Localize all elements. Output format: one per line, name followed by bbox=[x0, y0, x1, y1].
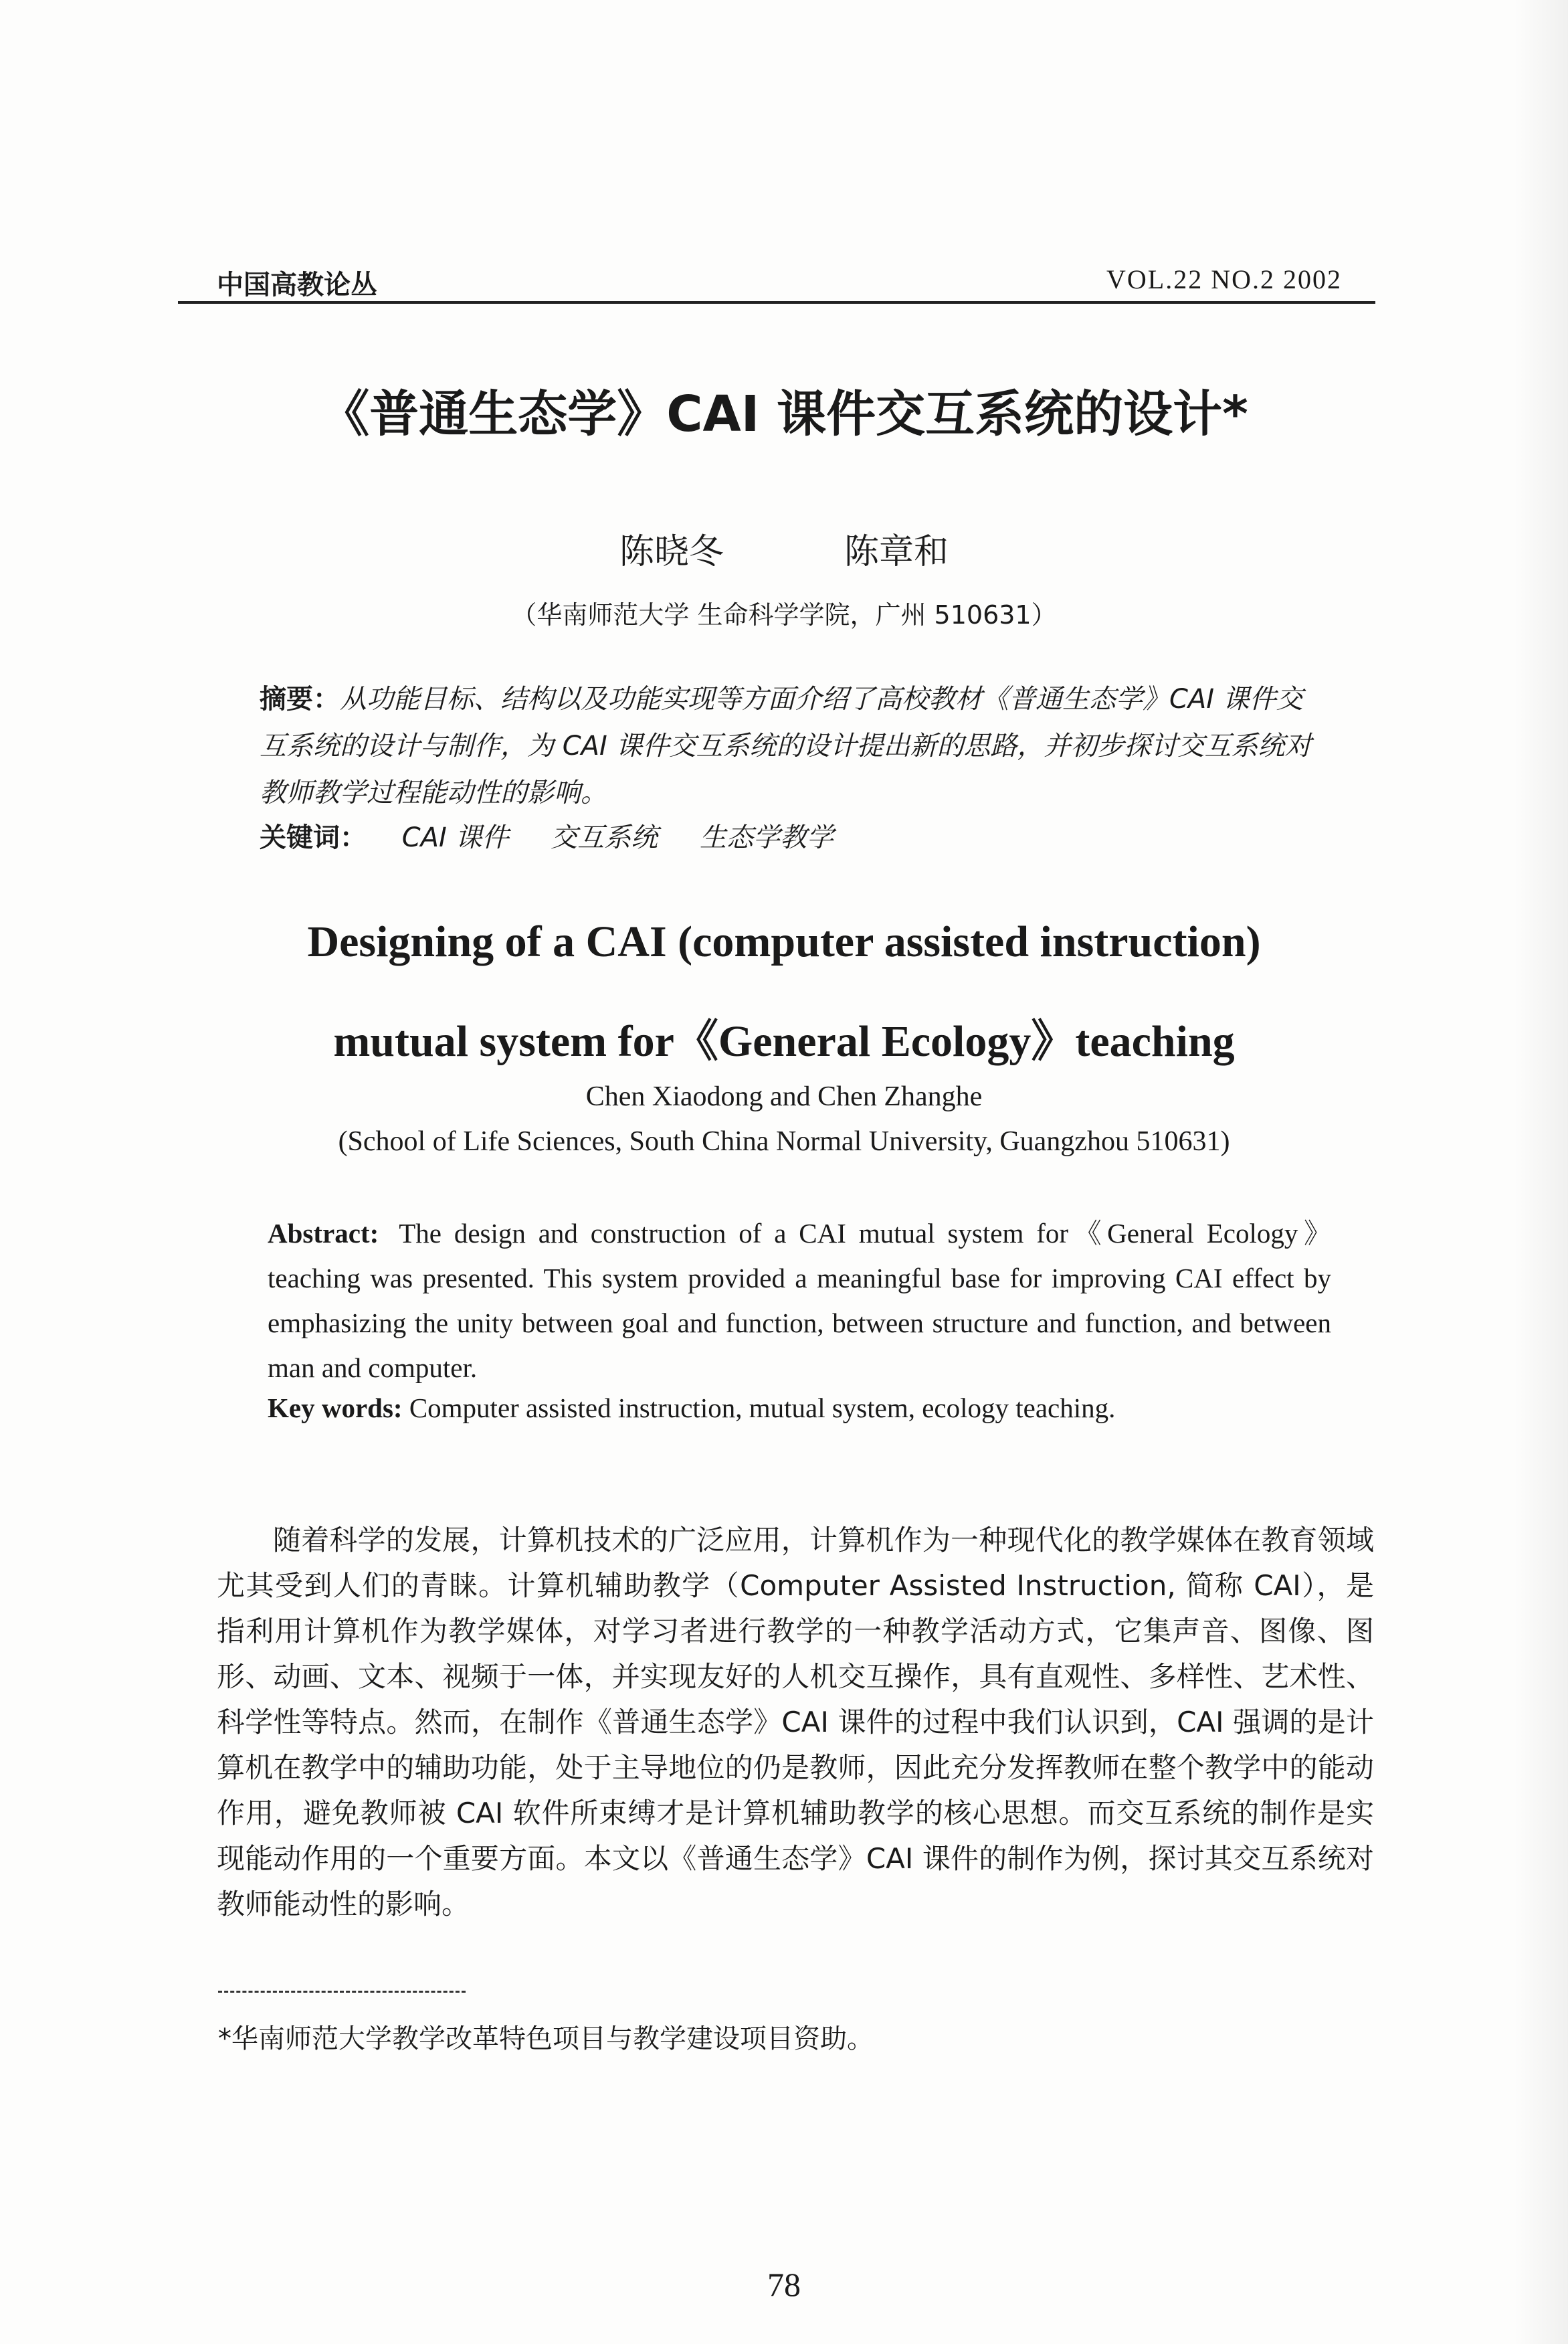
page-number: 78 bbox=[767, 2266, 801, 2303]
chinese-affiliation: （华南师范大学 生命科学学院，广州 510631） bbox=[511, 600, 1057, 630]
author-2: 陈章和 bbox=[844, 532, 949, 572]
keyword-2: 交互系统 bbox=[551, 822, 658, 853]
keyword-3: 生态学教学 bbox=[699, 822, 834, 853]
chinese-abstract-label: 摘要： bbox=[260, 684, 340, 715]
english-keywords-label: Key words: bbox=[268, 1392, 403, 1423]
english-title-line-2: mutual system for《General Ecology》teaching bbox=[333, 1017, 1235, 1066]
english-authors: Chen Xiaodong and Chen Zhanghe bbox=[585, 1081, 983, 1112]
scan-edge-shadow bbox=[1514, 0, 1568, 2344]
footnote: *华南师范大学教学改革特色项目与教学建设项目资助。 bbox=[218, 2023, 874, 2054]
keyword-1: CAI 课件 bbox=[401, 822, 509, 853]
english-affiliation: (School of Life Sciences, South China Normal University, Guangzhou 510631) bbox=[338, 1126, 1230, 1157]
chinese-keywords bbox=[260, 816, 1323, 854]
english-abstract bbox=[268, 1211, 1331, 1390]
chinese-authors bbox=[0, 523, 1568, 573]
author-1: 陈晓冬 bbox=[619, 532, 724, 572]
english-keywords bbox=[268, 1392, 1331, 1424]
english-abstract-label: Abstract: bbox=[268, 1218, 379, 1249]
volume-issue-year: VOL.22 NO.2 2002 bbox=[1106, 264, 1342, 294]
chinese-abstract-text: 从功能目标、结构以及功能实现等方面介绍了高校教材《普通生态学》CAI 课件交互系统的设计与制作，为 CAI 课件交互系统的设计提出新的思路，并初步探讨交互系统对教师教学过程能动性的影响。 bbox=[260, 684, 1312, 808]
chinese-abstract bbox=[260, 676, 1323, 816]
footnote-divider bbox=[218, 1991, 466, 1993]
english-keywords-text: Computer assisted instruction, mutual system, ecology teaching. bbox=[409, 1392, 1116, 1423]
english-title-line-1: Designing of a CAI (computer assisted instruction) bbox=[307, 917, 1261, 966]
journal-name: 中国高教论丛 bbox=[217, 270, 377, 300]
chinese-title: 《普通生态学》CAI 课件交互系统的设计* bbox=[320, 385, 1248, 443]
english-abstract-text: The design and construction of a CAI mutual system for《General Ecology》teaching was presented. This system provided a meaningful base for improving CAI effect by emphasizing the unity between goal and function, between structure and function, and between man and computer. bbox=[268, 1218, 1331, 1383]
running-header bbox=[178, 254, 1375, 304]
chinese-keywords-label: 关键词： bbox=[260, 822, 367, 853]
body-paragraph: 随着科学的发展，计算机技术的广泛应用，计算机作为一种现代化的教学媒体在教育领域尤其受到人们的青睐。计算机辅助教学（Computer Assisted Instruction, 简称 CAI），是指利用计算机作为教学媒体，对学习者进行教学的一种教学活动方式，它集声音、图像、图形、动画、文本、视频于一体，并实现友好的人机交互操作，具有直观性、多样性、艺术性、科学性等特点。然而，在制作《普通生态学》CAI 课件的过程中我们认识到，CAI 强调的是计算机在教学中的辅助功能，处于主导地位的仍是教师，因此充分发挥教师在整个教学中的能动作用，避免教师被 CAI 软件所束缚才是计算机辅助教学的核心思想。而交互系统的制作是实现能动作用的一个重要方面。本文以《普通生态学》CAI 课件的制作为例，探讨其交互系统对教师能动性的影响。 bbox=[217, 1524, 1374, 1920]
